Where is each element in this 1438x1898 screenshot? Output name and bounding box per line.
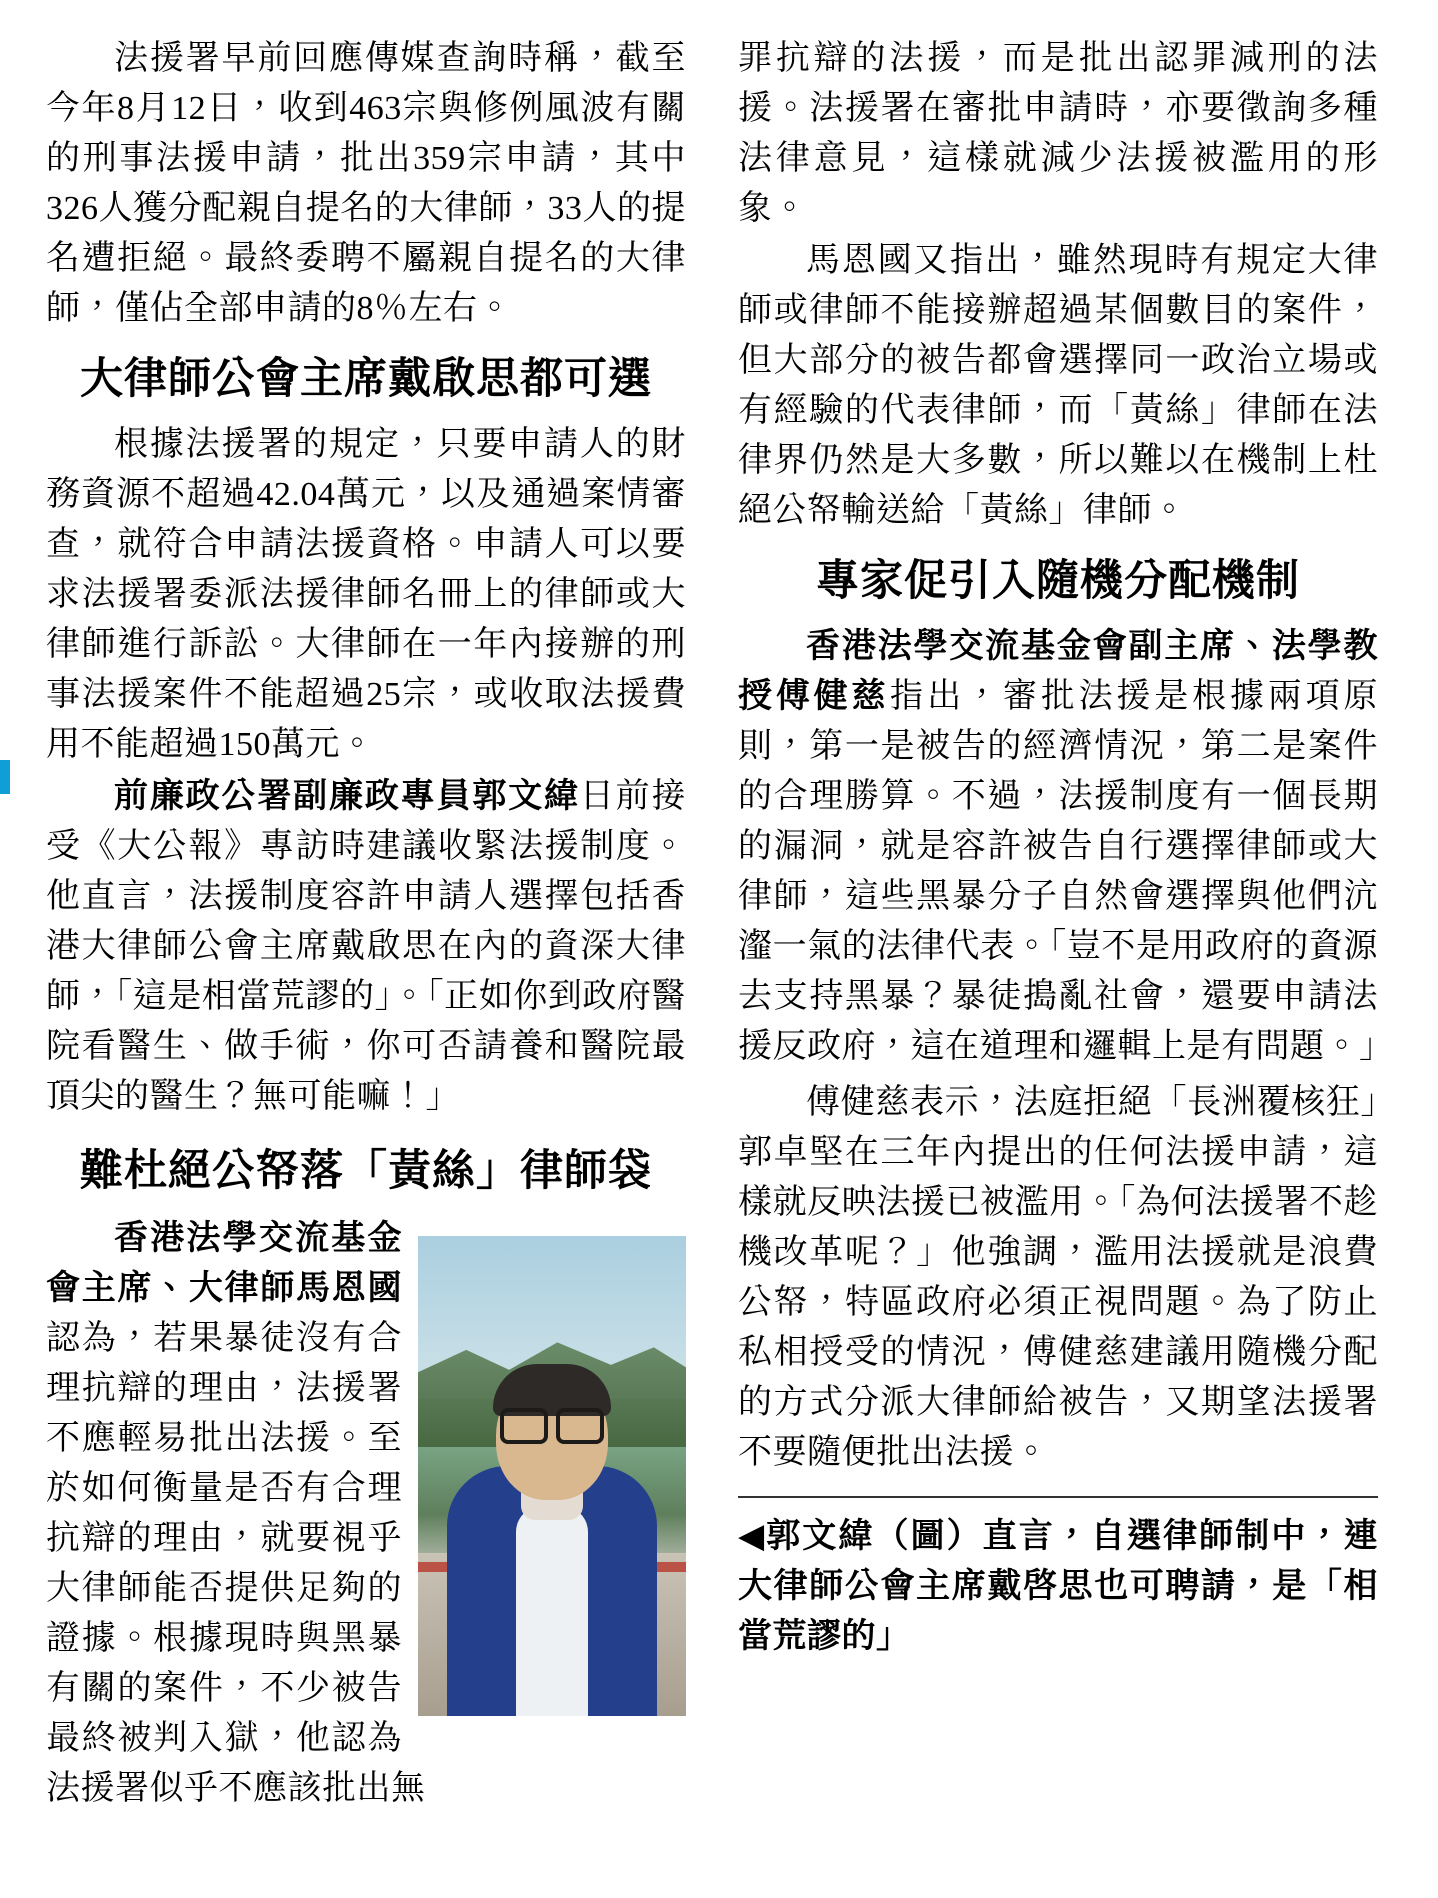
photo-subject bbox=[447, 1386, 657, 1716]
paragraph-lead: 香港法學交流基金會主席、大律師馬恩國 bbox=[46, 1220, 402, 1307]
paragraph: 法援署早前回應傳媒查詢時稱，截至今年8月12日，收到463宗與修例風波有關的刑事法援申請，批出359宗申請，其中326人獲分配親自提名的大律師，33人的提名遭拒絕。最終委聘不屬親自提名的大律師，僅佔全部申請的8％左右。 bbox=[46, 40, 686, 327]
paragraph-lead: 前廉政公署副廉政專員郭文緯 bbox=[114, 778, 580, 815]
right-column bbox=[738, 34, 1394, 1662]
photo-caption: ◀郭文緯（圖）直言，自選律師制中，連大律師公會主席戴啓思也可聘請，是「相當荒謬的」 bbox=[738, 1518, 1378, 1655]
photo-subject-shirt bbox=[516, 1506, 588, 1716]
glasses-icon bbox=[500, 1408, 604, 1438]
paragraph-body: 認為，若果暴徒沒有合理抗辯的理由，法援署不應輕易批出法援。至於如何衡量是否有合理抗辯的理由，就要視乎大律師能否提供足夠的證據。根據現時與黑暴有關的案件，不少被告最終被判入獄，他認為法援署似乎不應該批出無 bbox=[46, 1320, 426, 1807]
paragraph-lead: 香港法學交流基金會副主席、法學教授傅健慈 bbox=[738, 628, 1378, 715]
paragraph-body: 日前接受《大公報》專訪時建議收緊法援制度。他直言，法援制度容許申請人選擇包括香港大律師公會主席戴啟思在內的資深大律師，「這是相當荒謬的」。「正如你到政府醫院看醫生、做手術，你可否請養和醫院最頂尖的醫生？無可能嘛！」 bbox=[46, 778, 687, 1115]
paragraph: 傅健慈表示，法庭拒絕「長洲覆核狂」郭卓堅在三年內提出的任何法援申請，這樣就反映法援已被濫用。「為何法援署不趁機改革呢？」他強調，濫用法援就是浪費公帑，特區政府必須正視問題。為了防止私相授受的情況，傅健慈建議用隨機分配的方式分派大律師給被告，又期望法援署不要隨便批出法援。 bbox=[738, 1084, 1378, 1471]
section-heading-yellow-ribbon: 難杜絕公帑落「黃絲」律師袋 bbox=[80, 1146, 652, 1196]
portrait-photo bbox=[418, 1236, 686, 1716]
paragraph-with-lead bbox=[738, 622, 1394, 1072]
section-heading-barrister-choice: 大律師公會主席戴啟思都可選 bbox=[80, 354, 652, 404]
paragraph-with-lead bbox=[46, 772, 686, 1122]
section-heading-random-allocation: 專家促引入隨機分配機制 bbox=[816, 556, 1300, 606]
paragraph: 馬恩國又指出，雖然現時有規定大律師或律師不能接辦超過某個數目的案件，但大部分的被告都會選擇同一政治立場或有經驗的代表律師，而「黃絲」律師在法律界仍然是大多數，所以難以在機制上杜絕公帑輸送給「黃絲」律師。 bbox=[738, 242, 1378, 529]
page-edge-marker bbox=[0, 760, 10, 794]
caption-divider bbox=[738, 1496, 1378, 1498]
paragraph: 根據法援署的規定，只要申請人的財務資源不超過42.04萬元，以及通過案情審查，就符合申請法援資格。申請人可以要求法援署委派法援律師名冊上的律師或大律師進行訴訟。大律師在一年內接辦的刑事法援案件不能超過25宗，或收取法援費用不能超過150萬元。 bbox=[46, 426, 686, 763]
left-column bbox=[46, 34, 686, 1816]
column-container bbox=[46, 34, 1402, 1816]
photo-figure bbox=[418, 1236, 686, 1716]
paragraph: 罪抗辯的法援，而是批出認罪減刑的法援。法援署在審批申請時，亦要徵詢多種法律意見，這樣就減少法援被濫用的形象。 bbox=[738, 40, 1378, 227]
paragraph-body: 指出，審批法援是根據兩項原則，第一是被告的經濟情況，第二是案件的合理勝算。不過，法援制度有一個長期的漏洞，就是容許被告自行選擇律師或大律師，這些黑暴分子自然會選擇與他們沆瀣一氣的法律代表。「豈不是用政府的資源去支持黑暴？暴徒搗亂社會，還要申請法援反政府，這在道理和邏輯上是有問題。」 bbox=[738, 678, 1394, 1065]
